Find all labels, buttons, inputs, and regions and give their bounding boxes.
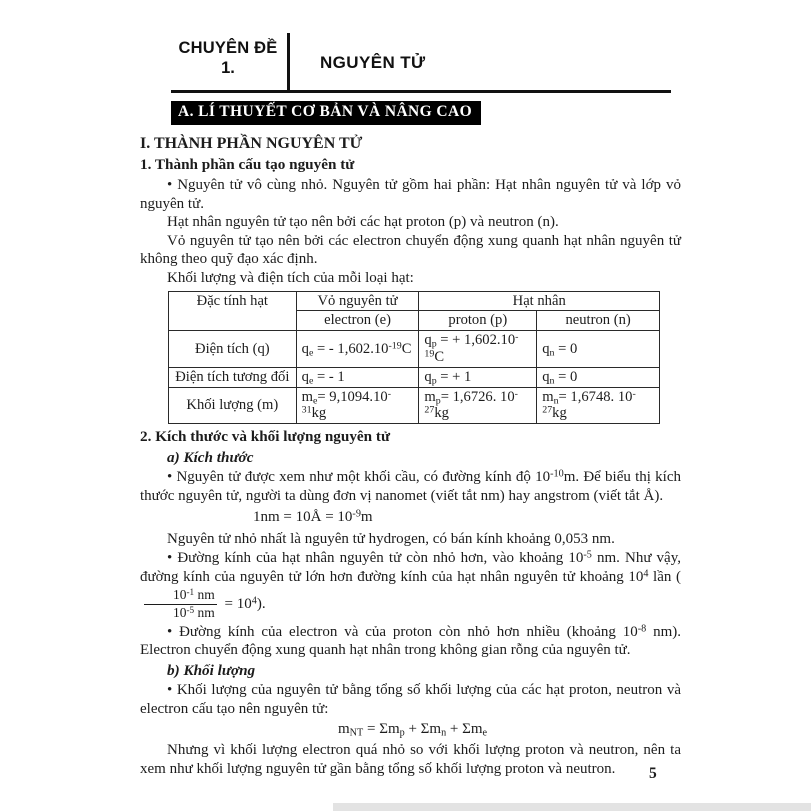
header-cell-vo-nguyen-tu: Vỏ nguyên tử	[296, 291, 419, 311]
equation-atom-mass: $m_{NT} = \Sigma m_p + \Sigma m_n + \Sigma m_e$	[338, 721, 488, 739]
heading-thanh-phan-nguyen-tu: I. THÀNH PHẦN NGUYÊN TỬ	[140, 135, 363, 152]
heading-kich-thuoc-khoi-luong: 2. Kích thước và khối lượng nguyên tử	[140, 428, 391, 446]
table-header-row-1	[169, 291, 660, 311]
cell-proton-relcharge: $q_p$ = + 1	[419, 367, 537, 387]
diameter-ratio-fraction	[144, 588, 217, 621]
subheading-khoi-luong: b) Khối lượng	[167, 661, 256, 679]
page-number: 5	[649, 765, 657, 782]
equation-nm-angstrom: 1nm = 10Å = $10^{-9}m$	[253, 508, 373, 526]
paragraph-table-intro: Khối lượng và điện tích của mỗi loại hạt:	[167, 269, 414, 286]
paragraph-electron-diameter: • Đường kính của electron và của proton còn nhỏ hơn nhiều (khoảng $10^{-8}$ nm). Electron chuyển động xung quanh hạt nhân trong không gian rỗng của nguyên tử.	[140, 623, 681, 659]
row-label: Điện tích tương đối	[169, 367, 297, 387]
section-banner: A. LÍ THUYẾT CƠ BẢN VÀ NÂNG CAO	[171, 101, 481, 125]
cell-proton-mass: $m_p= 1,6726$. $10^{-27}kg$	[419, 387, 537, 424]
paragraph-atom-size: • Nguyên tử được xem như một khối cầu, có đường kính độ $10^{-10}m$. Để biểu thị kích thước nguyên tử, người ta dùng đơn vị nanomet (viết tắt nm) hay angstrom (viết tắt Å).	[140, 468, 681, 504]
chapter-label: CHUYÊN ĐỀ	[178, 39, 278, 57]
table-row-relative-charge	[169, 367, 660, 387]
cell-electron-mass: $m_e= 9,1094.10^{-31}kg$	[296, 387, 419, 424]
table-row-charge	[169, 331, 660, 368]
fraction-denominator: $10^{-5}$ nm	[173, 604, 215, 620]
header-cell-hat-nhan: Hạt nhân	[419, 291, 660, 311]
header-rule	[171, 90, 671, 93]
fraction-numerator: $10^{-1}$ nm	[144, 588, 217, 605]
paragraph-nucleus: Hạt nhân nguyên tử tạo nên bởi các hạt proton (p) và neutron (n).	[167, 214, 559, 231]
subheading-cau-tao: 1. Thành phần cấu tạo nguyên tử	[140, 156, 355, 173]
particle-properties-table	[168, 291, 660, 425]
cell-neutron-charge: $q_n = 0$	[537, 331, 660, 368]
cell-neutron-mass: $m_n= 1,6748$. $10^{-27}kg$	[537, 387, 660, 424]
cell-neutron-relcharge: $q_n = 0$	[537, 367, 660, 387]
paragraph-nucleus-diameter	[140, 549, 681, 623]
cell-electron-relcharge: $q_e$ = - 1	[296, 367, 419, 387]
cell-electron-charge: $q_e$ = - $1,602.10^{-19}C$	[296, 331, 419, 368]
header-divider-line	[287, 33, 290, 91]
page-content	[140, 134, 681, 778]
header-cell-electron: electron (e)	[296, 311, 419, 331]
row-label: Khối lượng (m)	[169, 387, 297, 424]
paragraph-mass-approximation: Nhưng vì khối lượng electron quá nhỏ so với khối lượng proton và neutron, nên ta xem như khối lượng nguyên tử gần bằng tổng số khối lượng proton và neutron.	[140, 742, 681, 777]
header-cell-neutron: neutron (n)	[537, 311, 660, 331]
header-cell-dac-tinh: Đặc tính hạt	[169, 291, 297, 331]
paragraph-atom-parts: • Nguyên tử vô cùng nhỏ. Nguyên tử gồm hai phần: Hạt nhân nguyên tử và lớp vỏ nguyên tử.	[140, 177, 681, 212]
nucleus-text-before-fraction: • Đường kính của hạt nhân nguyên tử còn nhỏ hơn, vào khoảng $10^{-5}$ nm. Như vậy, đường kính của nguyên tử lớn hơn đường kính của hạt nhân nguyên tử khoảng $10^4$ lần (	[140, 549, 681, 585]
paragraph-shell: Vỏ nguyên tử tạo nên bởi các electron chuyển động xung quanh hạt nhân nguyên tử không theo quỹ đạo xác định.	[140, 232, 681, 268]
scan-artifact-bar	[333, 803, 811, 811]
table-row-mass	[169, 387, 660, 424]
paragraph-atom-mass: • Khối lượng của nguyên tử bằng tổng số khối lượng của các hạt proton, neutron và electron cấu tạo nên nguyên tử:	[140, 681, 681, 717]
paragraph-hydrogen-radius: Nguyên tử nhỏ nhất là nguyên tử hydrogen, có bán kính khoảng 0,053 nm.	[167, 531, 615, 548]
header-cell-proton: proton (p)	[419, 311, 537, 331]
row-label: Điện tích (q)	[169, 331, 297, 368]
chapter-title: NGUYÊN TỬ	[320, 53, 426, 72]
subheading-kich-thuoc: a) Kích thước	[167, 449, 254, 467]
nucleus-text-after-fraction: = $10^4$).	[220, 595, 266, 612]
chapter-number: 1.	[221, 59, 235, 77]
cell-proton-charge: $q_p$ = + $1,602.10^{-19}C$	[419, 331, 537, 368]
chapter-box	[178, 38, 278, 78]
